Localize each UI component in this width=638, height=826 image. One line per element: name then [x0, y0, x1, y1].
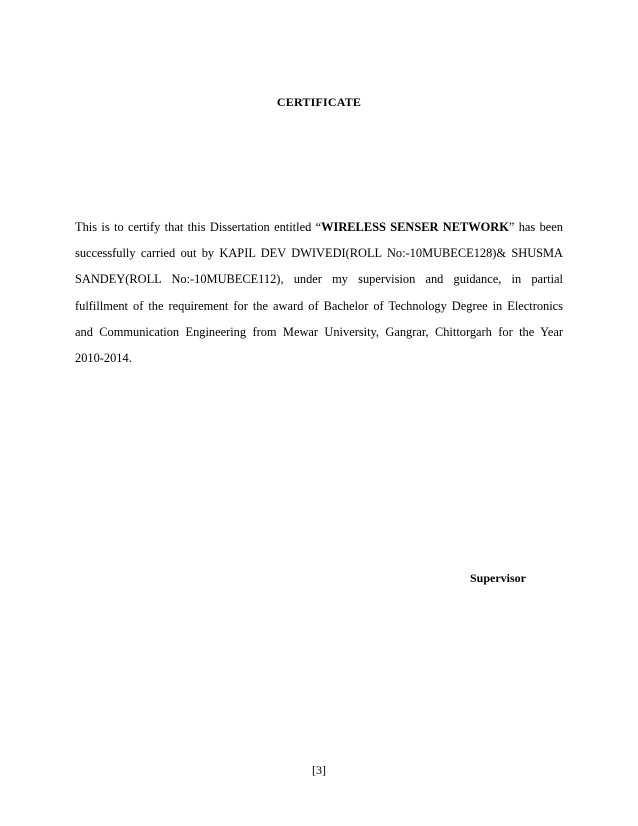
dissertation-title: WIRELESS SENSER NETWORK [321, 220, 509, 234]
certificate-body [75, 214, 563, 371]
body-line-1 [75, 214, 563, 240]
certificate-heading: CERTIFICATE [276, 95, 362, 109]
body-line-6: 2010-2014. [75, 351, 132, 366]
supervisor-label: Supervisor [470, 571, 527, 585]
body-line-1-prefix: This is to certify that this Dissertation entitled “ [75, 220, 322, 234]
body-line-2: successfully carried out by KAPIL DEV DWIVEDI(ROLL No:-10MUBECE128)& SHUSMA [75, 246, 563, 261]
body-line-1-suffix: ” has been [508, 220, 563, 234]
body-line-4: fulfillment of the requirement for the award of Bachelor of Technology Degree in Electronics [75, 298, 563, 313]
body-line-3: SANDEY(ROLL No:-10MUBECE112), under my supervision and guidance, in partial [75, 272, 563, 287]
body-line-5: and Communication Engineering from Mewar University, Gangrar, Chittorgarh for the Year [75, 324, 563, 339]
page-number: [3] [312, 763, 326, 777]
